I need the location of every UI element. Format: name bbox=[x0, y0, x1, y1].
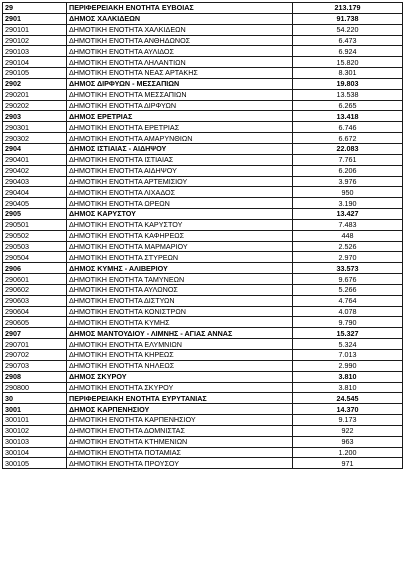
population-cell: 14.370 bbox=[293, 404, 403, 415]
name-cell: ΔΗΜΟΤΙΚΗ ΕΝΟΤΗΤΑ ΑΜΑΡΥΝΘΙΩΝ bbox=[67, 133, 293, 144]
population-cell: 3.190 bbox=[293, 198, 403, 209]
municipal-unit-row bbox=[3, 274, 403, 285]
municipal-unit-row bbox=[3, 46, 403, 57]
name-cell: ΔΗΜΟΤΙΚΗ ΕΝΟΤΗΤΑ ΠΟΤΑΜΙΑΣ bbox=[67, 447, 293, 458]
municipal-unit-row bbox=[3, 425, 403, 436]
name-cell: ΔΗΜΟΤΙΚΗ ΕΝΟΤΗΤΑ ΛΙΧΑΔΟΣ bbox=[67, 187, 293, 198]
code-cell: 290403 bbox=[3, 176, 67, 187]
municipal-unit-row bbox=[3, 154, 403, 165]
population-cell: 2.970 bbox=[293, 252, 403, 263]
name-cell: ΔΗΜΟΤΙΚΗ ΕΝΟΤΗΤΑ ΕΛΥΜΝΙΩΝ bbox=[67, 339, 293, 350]
municipal-unit-row bbox=[3, 447, 403, 458]
population-cell: 9.790 bbox=[293, 317, 403, 328]
municipal-unit-row bbox=[3, 122, 403, 133]
code-cell: 290405 bbox=[3, 198, 67, 209]
municipal-unit-row bbox=[3, 133, 403, 144]
table-body bbox=[3, 3, 403, 469]
code-cell: 300102 bbox=[3, 425, 67, 436]
name-cell: ΔΗΜΟΤΙΚΗ ΕΝΟΤΗΤΑ ΚΗΡΕΩΣ bbox=[67, 350, 293, 361]
population-cell: 24.545 bbox=[293, 393, 403, 404]
population-cell: 9.676 bbox=[293, 274, 403, 285]
code-cell: 290302 bbox=[3, 133, 67, 144]
code-cell: 290104 bbox=[3, 57, 67, 68]
municipality-row bbox=[3, 371, 403, 382]
regional-unit-row bbox=[3, 393, 403, 404]
population-cell: 3.810 bbox=[293, 371, 403, 382]
name-cell: ΔΗΜΟΣ ΜΑΝΤΟΥΔΙΟΥ - ΛΙΜΝΗΣ - ΑΓΙΑΣ ΑΝΝΑΣ bbox=[67, 328, 293, 339]
code-cell: 290701 bbox=[3, 339, 67, 350]
population-cell: 971 bbox=[293, 458, 403, 469]
code-cell: 300103 bbox=[3, 436, 67, 447]
code-cell: 2906 bbox=[3, 263, 67, 274]
code-cell: 290102 bbox=[3, 35, 67, 46]
name-cell: ΠΕΡΙΦΕΡΕΙΑΚΗ ΕΝΟΤΗΤΑ ΕΥΒΟΙΑΣ bbox=[67, 3, 293, 14]
municipal-unit-row bbox=[3, 360, 403, 371]
name-cell: ΔΗΜΟΤΙΚΗ ΕΝΟΤΗΤΑ ΤΑΜΥΝΕΩΝ bbox=[67, 274, 293, 285]
municipality-row bbox=[3, 328, 403, 339]
municipal-unit-row bbox=[3, 176, 403, 187]
name-cell: ΠΕΡΙΦΕΡΕΙΑΚΗ ΕΝΟΤΗΤΑ ΕΥΡΥΤΑΝΙΑΣ bbox=[67, 393, 293, 404]
municipal-unit-row bbox=[3, 57, 403, 68]
code-cell: 2908 bbox=[3, 371, 67, 382]
population-cell: 950 bbox=[293, 187, 403, 198]
population-cell: 6.672 bbox=[293, 133, 403, 144]
name-cell: ΔΗΜΟΤΙΚΗ ΕΝΟΤΗΤΑ ΙΣΤΙΑΙΑΣ bbox=[67, 154, 293, 165]
name-cell: ΔΗΜΟΣ ΧΑΛΚΙΔΕΩΝ bbox=[67, 13, 293, 24]
name-cell: ΔΗΜΟΣ ΔΙΡΦΥΩΝ - ΜΕΣΣΑΠΙΩΝ bbox=[67, 78, 293, 89]
population-cell: 213.179 bbox=[293, 3, 403, 14]
code-cell: 290601 bbox=[3, 274, 67, 285]
code-cell: 29 bbox=[3, 3, 67, 14]
municipal-unit-row bbox=[3, 165, 403, 176]
code-cell: 300101 bbox=[3, 415, 67, 426]
name-cell: ΔΗΜΟΤΙΚΗ ΕΝΟΤΗΤΑ ΚΥΜΗΣ bbox=[67, 317, 293, 328]
municipal-unit-row bbox=[3, 198, 403, 209]
name-cell: ΔΗΜΟΤΙΚΗ ΕΝΟΤΗΤΑ ΔΙΡΦΥΩΝ bbox=[67, 100, 293, 111]
population-cell: 2.990 bbox=[293, 360, 403, 371]
name-cell: ΔΗΜΟΤΙΚΗ ΕΝΟΤΗΤΑ ΩΡΕΩΝ bbox=[67, 198, 293, 209]
population-cell: 922 bbox=[293, 425, 403, 436]
name-cell: ΔΗΜΟΣ ΚΑΡΥΣΤΟΥ bbox=[67, 209, 293, 220]
code-cell: 290503 bbox=[3, 241, 67, 252]
name-cell: ΔΗΜΟΣ ΚΑΡΠΕΝΗΣΙΟΥ bbox=[67, 404, 293, 415]
municipal-unit-row bbox=[3, 317, 403, 328]
population-cell: 7.013 bbox=[293, 350, 403, 361]
code-cell: 2905 bbox=[3, 209, 67, 220]
name-cell: ΔΗΜΟΤΙΚΗ ΕΝΟΤΗΤΑ ΚΟΝΙΣΤΡΩΝ bbox=[67, 306, 293, 317]
population-cell: 91.738 bbox=[293, 13, 403, 24]
population-cell: 15.820 bbox=[293, 57, 403, 68]
code-cell: 3001 bbox=[3, 404, 67, 415]
code-cell: 290401 bbox=[3, 154, 67, 165]
population-cell: 22.083 bbox=[293, 143, 403, 154]
municipal-unit-row bbox=[3, 24, 403, 35]
population-cell: 13.538 bbox=[293, 89, 403, 100]
code-cell: 2901 bbox=[3, 13, 67, 24]
municipality-row bbox=[3, 209, 403, 220]
population-cell: 6.746 bbox=[293, 122, 403, 133]
municipal-unit-row bbox=[3, 35, 403, 46]
population-cell: 3.976 bbox=[293, 176, 403, 187]
population-cell: 1.200 bbox=[293, 447, 403, 458]
population-cell: 448 bbox=[293, 230, 403, 241]
name-cell: ΔΗΜΟΤΙΚΗ ΕΝΟΤΗΤΑ ΚΑΡΠΕΝΗΣΙΟΥ bbox=[67, 415, 293, 426]
name-cell: ΔΗΜΟΤΙΚΗ ΕΝΟΤΗΤΑ ΜΑΡΜΑΡΙΟΥ bbox=[67, 241, 293, 252]
population-table bbox=[2, 2, 403, 469]
population-cell: 54.220 bbox=[293, 24, 403, 35]
code-cell: 290105 bbox=[3, 68, 67, 79]
municipal-unit-row bbox=[3, 350, 403, 361]
population-cell: 2.526 bbox=[293, 241, 403, 252]
municipal-unit-row bbox=[3, 219, 403, 230]
code-cell: 290402 bbox=[3, 165, 67, 176]
population-cell: 6.473 bbox=[293, 35, 403, 46]
population-cell: 3.810 bbox=[293, 382, 403, 393]
code-cell: 290703 bbox=[3, 360, 67, 371]
municipality-row bbox=[3, 111, 403, 122]
population-cell: 33.573 bbox=[293, 263, 403, 274]
municipal-unit-row bbox=[3, 306, 403, 317]
population-cell: 9.173 bbox=[293, 415, 403, 426]
code-cell: 2902 bbox=[3, 78, 67, 89]
name-cell: ΔΗΜΟΤΙΚΗ ΕΝΟΤΗΤΑ ΣΤΥΡΕΩΝ bbox=[67, 252, 293, 263]
name-cell: ΔΗΜΟΤΙΚΗ ΕΝΟΤΗΤΑ ΑΙΔΗΨΟΥ bbox=[67, 165, 293, 176]
name-cell: ΔΗΜΟΤΙΚΗ ΕΝΟΤΗΤΑ ΔΙΣΤΥΩΝ bbox=[67, 295, 293, 306]
code-cell: 290602 bbox=[3, 284, 67, 295]
municipal-unit-row bbox=[3, 458, 403, 469]
municipal-unit-row bbox=[3, 284, 403, 295]
name-cell: ΔΗΜΟΤΙΚΗ ΕΝΟΤΗΤΑ ΚΤΗΜΕΝΙΩΝ bbox=[67, 436, 293, 447]
name-cell: ΔΗΜΟΤΙΚΗ ΕΝΟΤΗΤΑ ΑΡΤΕΜΙΣΙΟΥ bbox=[67, 176, 293, 187]
population-cell: 963 bbox=[293, 436, 403, 447]
code-cell: 290502 bbox=[3, 230, 67, 241]
population-cell: 7.761 bbox=[293, 154, 403, 165]
population-cell: 6.924 bbox=[293, 46, 403, 57]
municipal-unit-row bbox=[3, 230, 403, 241]
population-cell: 6.265 bbox=[293, 100, 403, 111]
name-cell: ΔΗΜΟΣ ΚΥΜΗΣ - ΑΛΙΒΕΡΙΟΥ bbox=[67, 263, 293, 274]
code-cell: 2903 bbox=[3, 111, 67, 122]
code-cell: 2907 bbox=[3, 328, 67, 339]
name-cell: ΔΗΜΟΣ ΣΚΥΡΟΥ bbox=[67, 371, 293, 382]
population-cell: 5.324 bbox=[293, 339, 403, 350]
municipal-unit-row bbox=[3, 252, 403, 263]
code-cell: 290202 bbox=[3, 100, 67, 111]
name-cell: ΔΗΜΟΣ ΕΡΕΤΡΙΑΣ bbox=[67, 111, 293, 122]
code-cell: 290604 bbox=[3, 306, 67, 317]
code-cell: 290301 bbox=[3, 122, 67, 133]
population-cell: 4.764 bbox=[293, 295, 403, 306]
code-cell: 290800 bbox=[3, 382, 67, 393]
name-cell: ΔΗΜΟΤΙΚΗ ΕΝΟΤΗΤΑ ΔΟΜΝΙΣΤΑΣ bbox=[67, 425, 293, 436]
municipal-unit-row bbox=[3, 241, 403, 252]
name-cell: ΔΗΜΟΤΙΚΗ ΕΝΟΤΗΤΑ ΣΚΥΡΟΥ bbox=[67, 382, 293, 393]
municipality-row bbox=[3, 78, 403, 89]
code-cell: 2904 bbox=[3, 143, 67, 154]
municipal-unit-row bbox=[3, 68, 403, 79]
municipal-unit-row bbox=[3, 382, 403, 393]
code-cell: 290605 bbox=[3, 317, 67, 328]
name-cell: ΔΗΜΟΤΙΚΗ ΕΝΟΤΗΤΑ ΝΗΛΕΩΣ bbox=[67, 360, 293, 371]
name-cell: ΔΗΜΟΤΙΚΗ ΕΝΟΤΗΤΑ ΑΥΛΙΔΟΣ bbox=[67, 46, 293, 57]
name-cell: ΔΗΜΟΣ ΙΣΤΙΑΙΑΣ - ΑΙΔΗΨΟΥ bbox=[67, 143, 293, 154]
code-cell: 290101 bbox=[3, 24, 67, 35]
municipal-unit-row bbox=[3, 436, 403, 447]
municipality-row bbox=[3, 263, 403, 274]
population-cell: 19.803 bbox=[293, 78, 403, 89]
name-cell: ΔΗΜΟΤΙΚΗ ΕΝΟΤΗΤΑ ΑΥΛΩΝΟΣ bbox=[67, 284, 293, 295]
municipal-unit-row bbox=[3, 339, 403, 350]
municipality-row bbox=[3, 143, 403, 154]
municipal-unit-row bbox=[3, 415, 403, 426]
population-cell: 5.266 bbox=[293, 284, 403, 295]
code-cell: 290103 bbox=[3, 46, 67, 57]
name-cell: ΔΗΜΟΤΙΚΗ ΕΝΟΤΗΤΑ ΚΑΦΗΡΕΩΣ bbox=[67, 230, 293, 241]
code-cell: 290702 bbox=[3, 350, 67, 361]
code-cell: 300105 bbox=[3, 458, 67, 469]
population-cell: 15.327 bbox=[293, 328, 403, 339]
population-cell: 13.418 bbox=[293, 111, 403, 122]
name-cell: ΔΗΜΟΤΙΚΗ ΕΝΟΤΗΤΑ ΜΕΣΣΑΠΙΩΝ bbox=[67, 89, 293, 100]
municipal-unit-row bbox=[3, 187, 403, 198]
code-cell: 30 bbox=[3, 393, 67, 404]
population-cell: 4.078 bbox=[293, 306, 403, 317]
code-cell: 290404 bbox=[3, 187, 67, 198]
municipal-unit-row bbox=[3, 295, 403, 306]
name-cell: ΔΗΜΟΤΙΚΗ ΕΝΟΤΗΤΑ ΠΡΟΥΣΟΥ bbox=[67, 458, 293, 469]
code-cell: 290501 bbox=[3, 219, 67, 230]
code-cell: 300104 bbox=[3, 447, 67, 458]
name-cell: ΔΗΜΟΤΙΚΗ ΕΝΟΤΗΤΑ ΛΗΛΑΝΤΙΩΝ bbox=[67, 57, 293, 68]
municipal-unit-row bbox=[3, 89, 403, 100]
population-cell: 13.427 bbox=[293, 209, 403, 220]
municipal-unit-row bbox=[3, 100, 403, 111]
municipality-row bbox=[3, 13, 403, 24]
name-cell: ΔΗΜΟΤΙΚΗ ΕΝΟΤΗΤΑ ΝΕΑΣ ΑΡΤΑΚΗΣ bbox=[67, 68, 293, 79]
name-cell: ΔΗΜΟΤΙΚΗ ΕΝΟΤΗΤΑ ΚΑΡΥΣΤΟΥ bbox=[67, 219, 293, 230]
name-cell: ΔΗΜΟΤΙΚΗ ΕΝΟΤΗΤΑ ΧΑΛΚΙΔΕΩΝ bbox=[67, 24, 293, 35]
municipality-row bbox=[3, 404, 403, 415]
code-cell: 290201 bbox=[3, 89, 67, 100]
name-cell: ΔΗΜΟΤΙΚΗ ΕΝΟΤΗΤΑ ΕΡΕΤΡΙΑΣ bbox=[67, 122, 293, 133]
population-cell: 7.483 bbox=[293, 219, 403, 230]
name-cell: ΔΗΜΟΤΙΚΗ ΕΝΟΤΗΤΑ ΑΝΘΗΔΩΝΟΣ bbox=[67, 35, 293, 46]
regional-unit-row bbox=[3, 3, 403, 14]
population-cell: 6.206 bbox=[293, 165, 403, 176]
population-cell: 8.301 bbox=[293, 68, 403, 79]
code-cell: 290603 bbox=[3, 295, 67, 306]
code-cell: 290504 bbox=[3, 252, 67, 263]
